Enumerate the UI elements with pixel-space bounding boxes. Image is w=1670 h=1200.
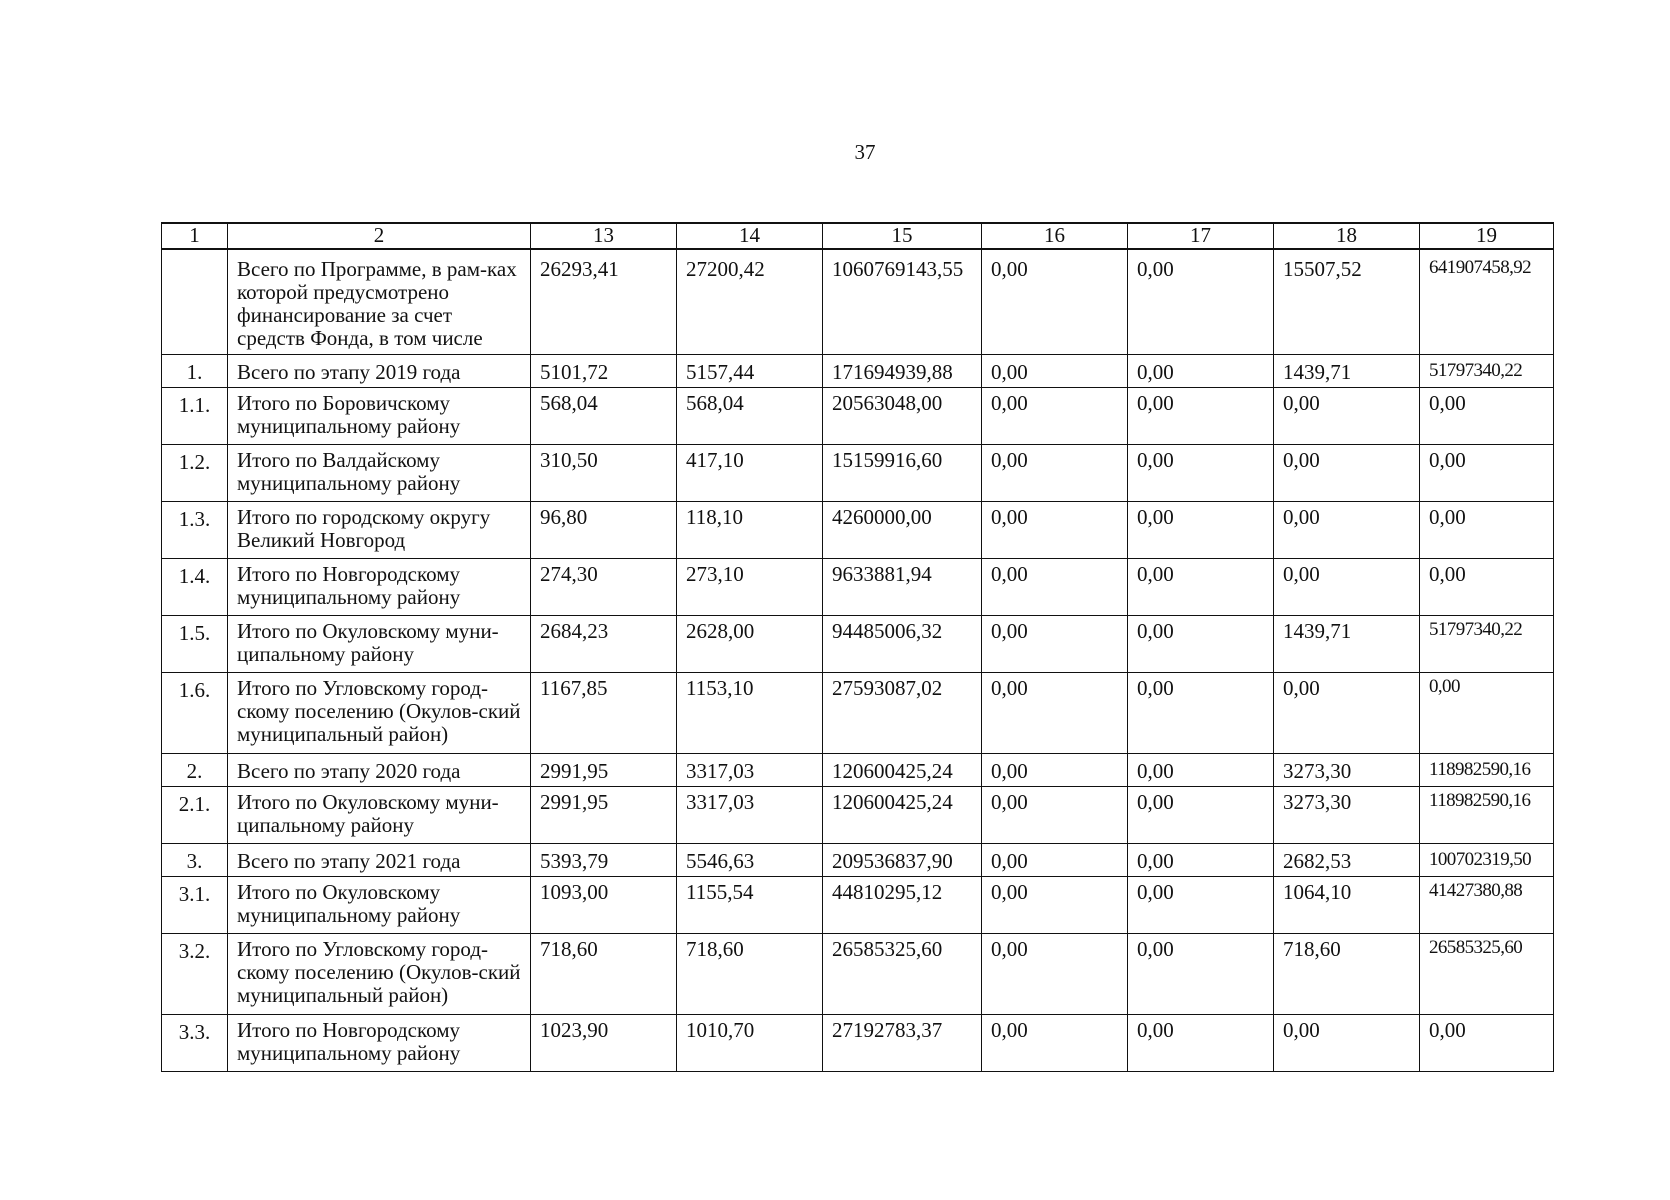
row-name: Всего по этапу 2020 года: [228, 753, 531, 786]
row-name: Итого по Окуловскому муни-ципальному району: [228, 786, 531, 843]
cell-13: 274,30: [531, 558, 677, 615]
cell-18: 718,60: [1274, 933, 1420, 1014]
cell-15: 27593087,02: [823, 672, 982, 753]
header-cell: 18: [1274, 223, 1420, 249]
cell-14: 417,10: [677, 444, 823, 501]
cell-16: 0,00: [982, 672, 1128, 753]
row-name: Всего по Программе, в рам-ках которой предусмотрено финансирование за счет средств Фонда, в том числе: [228, 249, 531, 354]
header-cell: 16: [982, 223, 1128, 249]
cell-15: 20563048,00: [823, 387, 982, 444]
cell-16: 0,00: [982, 843, 1128, 876]
cell-18: 1064,10: [1274, 876, 1420, 933]
header-cell: 17: [1128, 223, 1274, 249]
row-name: Итого по Угловскому город-скому поселению (Окулов-ский муниципальный район): [228, 933, 531, 1014]
cell-16: 0,00: [982, 876, 1128, 933]
cell-18: 0,00: [1274, 387, 1420, 444]
cell-18: 3273,30: [1274, 753, 1420, 786]
row-name: Итого по Новгородскому муниципальному району: [228, 558, 531, 615]
row-number: 3.2.: [162, 933, 228, 1014]
cell-14: 3317,03: [677, 786, 823, 843]
cell-18: 0,00: [1274, 1014, 1420, 1071]
cell-17: 0,00: [1128, 933, 1274, 1014]
cell-16: 0,00: [982, 786, 1128, 843]
cell-19: 0,00: [1420, 558, 1554, 615]
cell-15: 1060769143,55: [823, 249, 982, 354]
table-row: [162, 501, 1554, 558]
row-name: Итого по Окуловскому муни-ципальному району: [228, 615, 531, 672]
cell-15: 9633881,94: [823, 558, 982, 615]
cell-14: 273,10: [677, 558, 823, 615]
table-row: [162, 615, 1554, 672]
cell-14: 118,10: [677, 501, 823, 558]
table-row: [162, 933, 1554, 1014]
cell-18: 1439,71: [1274, 615, 1420, 672]
cell-19: 641907458,92: [1420, 249, 1554, 354]
cell-13: 1093,00: [531, 876, 677, 933]
cell-19: 51797340,22: [1420, 354, 1554, 387]
table-row: [162, 843, 1554, 876]
table-row: [162, 786, 1554, 843]
cell-17: 0,00: [1128, 387, 1274, 444]
row-number: 1.: [162, 354, 228, 387]
row-name: Всего по этапу 2021 года: [228, 843, 531, 876]
cell-14: 1010,70: [677, 1014, 823, 1071]
row-number: 1.2.: [162, 444, 228, 501]
cell-13: 26293,41: [531, 249, 677, 354]
cell-15: 4260000,00: [823, 501, 982, 558]
cell-13: 2684,23: [531, 615, 677, 672]
header-cell: 19: [1420, 223, 1554, 249]
cell-17: 0,00: [1128, 615, 1274, 672]
row-number: 3.3.: [162, 1014, 228, 1071]
cell-13: 5101,72: [531, 354, 677, 387]
table-row: [162, 249, 1554, 354]
header-cell: 1: [162, 223, 228, 249]
page-number: 37: [854, 140, 876, 164]
cell-17: 0,00: [1128, 501, 1274, 558]
row-number: 3.1.: [162, 876, 228, 933]
header-cell: 15: [823, 223, 982, 249]
cell-13: 5393,79: [531, 843, 677, 876]
cell-19: 118982590,16: [1420, 786, 1554, 843]
cell-17: 0,00: [1128, 843, 1274, 876]
cell-15: 44810295,12: [823, 876, 982, 933]
cell-15: 27192783,37: [823, 1014, 982, 1071]
cell-18: 0,00: [1274, 558, 1420, 615]
cell-19: 0,00: [1420, 672, 1554, 753]
table-row: [162, 444, 1554, 501]
row-number: 1.6.: [162, 672, 228, 753]
cell-13: 718,60: [531, 933, 677, 1014]
cell-14: 1153,10: [677, 672, 823, 753]
cell-14: 5546,63: [677, 843, 823, 876]
cell-16: 0,00: [982, 615, 1128, 672]
header-cell: 2: [228, 223, 531, 249]
cell-15: 209536837,90: [823, 843, 982, 876]
cell-18: 0,00: [1274, 672, 1420, 753]
cell-13: 2991,95: [531, 786, 677, 843]
cell-18: 0,00: [1274, 444, 1420, 501]
cell-13: 1023,90: [531, 1014, 677, 1071]
table-row: [162, 753, 1554, 786]
table-row: [162, 387, 1554, 444]
cell-18: 0,00: [1274, 501, 1420, 558]
cell-14: 2628,00: [677, 615, 823, 672]
row-number: 2.: [162, 753, 228, 786]
row-number: 1.4.: [162, 558, 228, 615]
table-row: [162, 672, 1554, 753]
cell-19: 118982590,16: [1420, 753, 1554, 786]
cell-13: 96,80: [531, 501, 677, 558]
cell-16: 0,00: [982, 354, 1128, 387]
row-name: Итого по Валдайскому муниципальному району: [228, 444, 531, 501]
cell-14: 3317,03: [677, 753, 823, 786]
cell-17: 0,00: [1128, 249, 1274, 354]
financing-table: [161, 222, 1554, 1072]
cell-18: 2682,53: [1274, 843, 1420, 876]
row-number: 2.1.: [162, 786, 228, 843]
cell-13: 310,50: [531, 444, 677, 501]
row-name: Итого по Окуловскому муниципальному району: [228, 876, 531, 933]
table-row: [162, 558, 1554, 615]
row-name: Итого по Боровичскому муниципальному району: [228, 387, 531, 444]
cell-19: 0,00: [1420, 1014, 1554, 1071]
cell-15: 120600425,24: [823, 753, 982, 786]
cell-19: 26585325,60: [1420, 933, 1554, 1014]
cell-18: 15507,52: [1274, 249, 1420, 354]
cell-17: 0,00: [1128, 444, 1274, 501]
row-name: Всего по этапу 2019 года: [228, 354, 531, 387]
cell-17: 0,00: [1128, 753, 1274, 786]
cell-16: 0,00: [982, 501, 1128, 558]
row-number: 1.5.: [162, 615, 228, 672]
cell-19: 0,00: [1420, 444, 1554, 501]
cell-16: 0,00: [982, 558, 1128, 615]
cell-14: 27200,42: [677, 249, 823, 354]
cell-17: 0,00: [1128, 672, 1274, 753]
row-number: [162, 249, 228, 354]
cell-15: 171694939,88: [823, 354, 982, 387]
cell-16: 0,00: [982, 249, 1128, 354]
cell-15: 94485006,32: [823, 615, 982, 672]
table-row: [162, 1014, 1554, 1071]
cell-13: 1167,85: [531, 672, 677, 753]
cell-17: 0,00: [1128, 876, 1274, 933]
cell-13: 568,04: [531, 387, 677, 444]
table-row: [162, 354, 1554, 387]
cell-14: 1155,54: [677, 876, 823, 933]
cell-17: 0,00: [1128, 786, 1274, 843]
cell-16: 0,00: [982, 753, 1128, 786]
cell-19: 0,00: [1420, 501, 1554, 558]
table-row: [162, 876, 1554, 933]
cell-17: 0,00: [1128, 354, 1274, 387]
header-cell: 13: [531, 223, 677, 249]
row-number: 3.: [162, 843, 228, 876]
cell-19: 41427380,88: [1420, 876, 1554, 933]
row-number: 1.3.: [162, 501, 228, 558]
cell-17: 0,00: [1128, 1014, 1274, 1071]
cell-14: 568,04: [677, 387, 823, 444]
cell-16: 0,00: [982, 387, 1128, 444]
cell-19: 0,00: [1420, 387, 1554, 444]
cell-18: 1439,71: [1274, 354, 1420, 387]
cell-19: 100702319,50: [1420, 843, 1554, 876]
row-number: 1.1.: [162, 387, 228, 444]
cell-14: 5157,44: [677, 354, 823, 387]
header-row: [162, 223, 1554, 249]
cell-17: 0,00: [1128, 558, 1274, 615]
header-cell: 14: [677, 223, 823, 249]
cell-14: 718,60: [677, 933, 823, 1014]
cell-16: 0,00: [982, 933, 1128, 1014]
cell-15: 15159916,60: [823, 444, 982, 501]
row-name: Итого по Угловскому город-скому поселению (Окулов-ский муниципальный район): [228, 672, 531, 753]
row-name: Итого по городскому округу Великий Новгород: [228, 501, 531, 558]
cell-15: 120600425,24: [823, 786, 982, 843]
cell-15: 26585325,60: [823, 933, 982, 1014]
cell-18: 3273,30: [1274, 786, 1420, 843]
row-name: Итого по Новгородскому муниципальному району: [228, 1014, 531, 1071]
cell-16: 0,00: [982, 1014, 1128, 1071]
cell-16: 0,00: [982, 444, 1128, 501]
cell-13: 2991,95: [531, 753, 677, 786]
cell-19: 51797340,22: [1420, 615, 1554, 672]
